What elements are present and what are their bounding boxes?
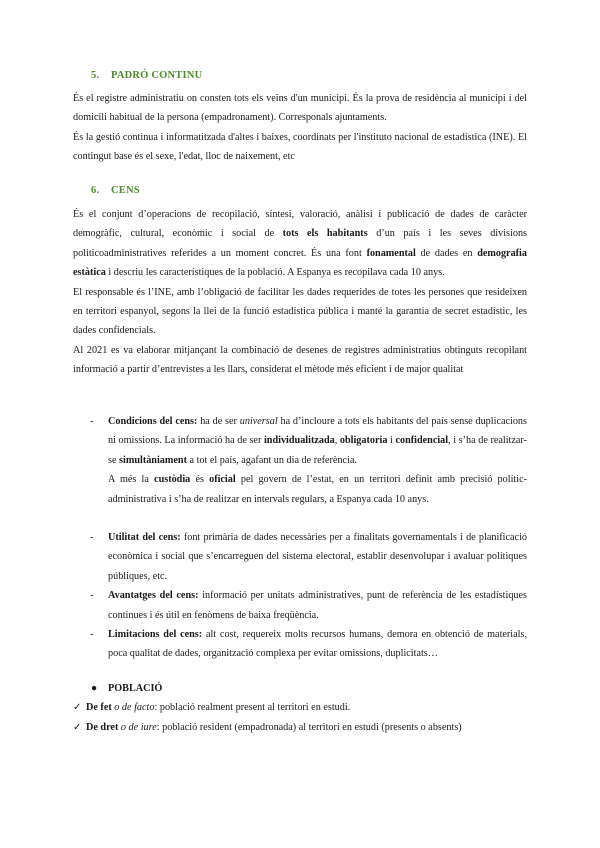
section-5-paragraph-2: És la gestió continua i informatitzada d'altes i baixes, coordinats per l'instituto nacional de estadística (INE). El contingut base és el sexe, l'edat, lloc de naixement, etc <box>73 131 527 163</box>
list-item-condicions-continued: A més la custòdia és oficial pel govern de l’estat, en un territori definit amb precisió polític-administrativa i s’ha de realitzar en intervals regulars, a Espanya cada 10 anys. <box>108 474 527 505</box>
list-label-condicions: Condicions del cens: <box>108 416 198 427</box>
section-6-number: 6. <box>91 185 100 196</box>
emphasis-fonamental: fonamental <box>366 247 416 259</box>
list-label-utilitat: Utilitat del cens: <box>108 532 181 544</box>
checkmark-icon: ✓ <box>73 702 82 713</box>
section-5-heading <box>91 70 202 81</box>
section-6-paragraph-3: Al 2021 es va elaborar mitjançant la combinació de desenes de registres administratius obtinguts recopilant informació a partir d’entrevistes a les llars, considerat el mètode més eficient i de major qualitat <box>73 344 527 376</box>
section-5-body <box>73 89 527 167</box>
list-label-limitacions: Limitacions del cens: <box>108 629 203 641</box>
section-5-paragraph-1: És el registre administratiu on consten tots els veïns d'un municipi. És la prova de residència al municipi i del domicili habitual de la persona (empadronament). Corresponals ajuntaments. <box>73 93 527 124</box>
list-dash: - <box>90 416 94 427</box>
list-label-avantatges: Avantatges del cens: <box>108 590 199 602</box>
emphasis-demografia-estatica: demografia estàtica <box>73 247 527 279</box>
poblacio-de-fet: ✓ De fet o de facto: població realment present al territori en estudi. <box>73 702 351 713</box>
section-6-paragraph-1: És el conjunt d’operacions de recopilació, síntesi, valoració, anàlisi i publicació de dades de caràcter demogràfic, cultural, econòmic i social de tots els habitants d’un país i les seves divisions politicoadministratives referides a un moment concret. És una font fonamental de dades en demografia estàtica i descriu les característiques de la població. A Espanya es recopilava cada 10 anys. <box>73 209 528 279</box>
section-5-number: 5. <box>91 70 100 81</box>
section-5-title: PADRÓ CONTINU <box>111 70 203 81</box>
section-6-body <box>73 205 527 380</box>
checkmark-icon: ✓ <box>73 722 82 733</box>
emphasis-tots-els-habitants: tots els habitants <box>282 228 368 240</box>
bullet-icon: ● <box>91 683 98 694</box>
list-item-limitacions: - Limitacions del cens: alt cost, requereix molts recursos humans, demora en obtenció de materials, poca qualitat de dades, organització complexa per evitar omissions, duplicitats… <box>90 629 528 660</box>
list-item-utilitat: - Utilitat del cens: font primària de dades necessàries per a finalitats governamentals i de planificació econòmica i social que s’encarreguen del sistema electoral, establir desenvolupar i avaluar polítiques públiques, etc. <box>90 532 527 582</box>
section-6-paragraph-2: El responsable és l’INE, amb l’obligació de facilitar les dades requerides de totes les persones que resideixen en territori espanyol, segons la llei de la funció estadística pública i manté la garantia de secret estadístic, les dades confidencials. <box>73 286 527 337</box>
list-item-avantatges: - Avantatges del cens: informació per unitats administratives, punt de referència de les estadístiques continues i és útil en fenòmens de baixa freqüència. <box>90 590 527 621</box>
poblacio-title: POBLACIÓ <box>108 683 163 694</box>
poblacio-de-dret: ✓ De dret o de iure: població resident (empadronada) al territori en estudi (presents o absents) <box>73 722 462 733</box>
census-list <box>73 412 527 664</box>
section-6-title: CENS <box>111 185 140 196</box>
poblacio-heading <box>91 683 162 694</box>
section-6-heading <box>91 185 140 196</box>
list-item-condicions: - Condicions del cens: ha de ser universal ha d’incloure a tots els habitants del país sense duplicacions ni omissions. La informació ha de ser individualitzada, obligatoria i confidencial, i s’ha de realitzar-se simultàniament a tot el país, agafant un dia de referència. <box>73 412 527 470</box>
